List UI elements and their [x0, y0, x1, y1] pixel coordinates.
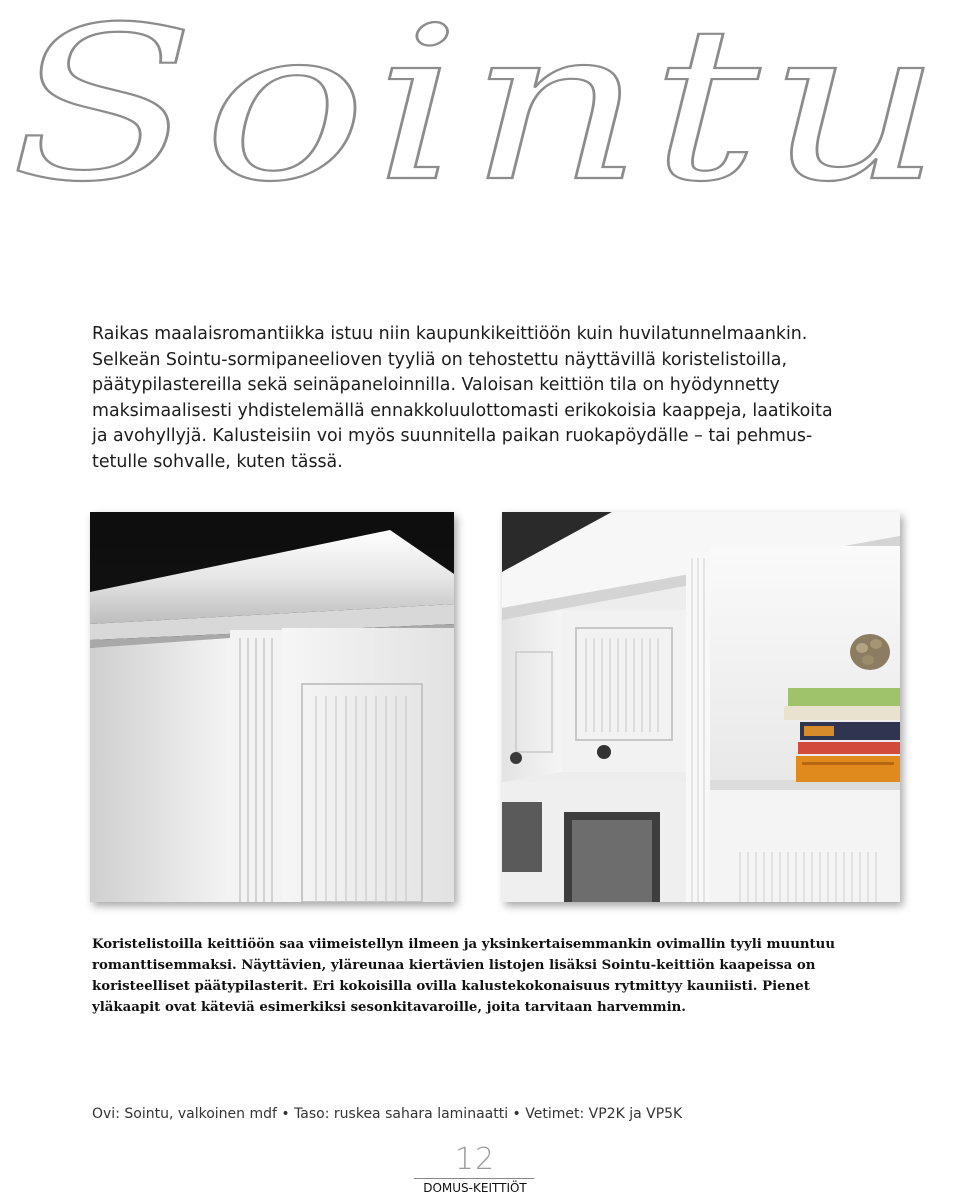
caption-line: koristeelliset päätypilasterit. Eri kokoisilla ovilla kalustekokonaisuus rytmittyy kauniisti. Pienet — [92, 979, 810, 994]
photo-cabinet-crown — [90, 512, 454, 902]
intro-paragraph — [92, 322, 912, 476]
photo-cabinet-crown-image — [90, 512, 454, 902]
photo-caption — [92, 934, 912, 1018]
intro-line: ja avohyllyjä. Kalusteisiin voi myös suunnitella paikan ruokapöydälle – tai pehmus- — [92, 426, 813, 447]
books-stack — [784, 688, 900, 782]
photo-cabinets-shelf-image — [502, 512, 900, 902]
title-script — [0, 0, 960, 240]
intro-line: Selkeän Sointu-sormipaneelioven tyyliä on tehostettu näyttävillä koristelistoilla, — [92, 349, 787, 370]
pinecone-decor — [850, 634, 890, 670]
intro-line: maksimaalisesti yhdistelemällä ennakkoluulottomasti erikokoisia kaappeja, laatikoita — [92, 400, 833, 421]
brand-name: DOMUS-KEITTIÖT — [423, 1181, 527, 1195]
title-text: Sointu — [10, 0, 950, 228]
photo-cabinets-shelf — [502, 512, 900, 902]
caption-line: yläkaapit ovat käteviä esimerkiksi sesonkitavaroille, joita tarvitaan harvemmin. — [92, 1000, 686, 1015]
footer-divider — [414, 1178, 534, 1179]
caption-line: romanttisemmaksi. Näyttävien, yläreunaa kiertävien listojen lisäksi Sointu-keittiön kaapeissa on — [92, 958, 816, 973]
intro-line: päätypilastereilla sekä seinäpaneloinnilla. Valoisan keittiön tila on hyödynnetty — [92, 375, 780, 396]
intro-line: Raikas maalaisromantiikka istuu niin kaupunkikeittiöön kuin huvilatunnelmaankin. — [92, 324, 808, 344]
caption-line: Koristelistoilla keittiöön saa viimeistellyn ilmeen ja yksinkertaisemmankin ovimallin tyyli muuntuu — [92, 937, 836, 952]
page-number: 12 — [454, 1142, 496, 1177]
title-svg — [0, 0, 960, 240]
intro-line: tetulle sohvalle, kuten tässä. — [92, 451, 343, 472]
product-spec-line: Ovi: Sointu, valkoinen mdf • Taso: ruskea sahara laminaatti • Vetimet: VP2K ja VP5K — [92, 1106, 683, 1122]
